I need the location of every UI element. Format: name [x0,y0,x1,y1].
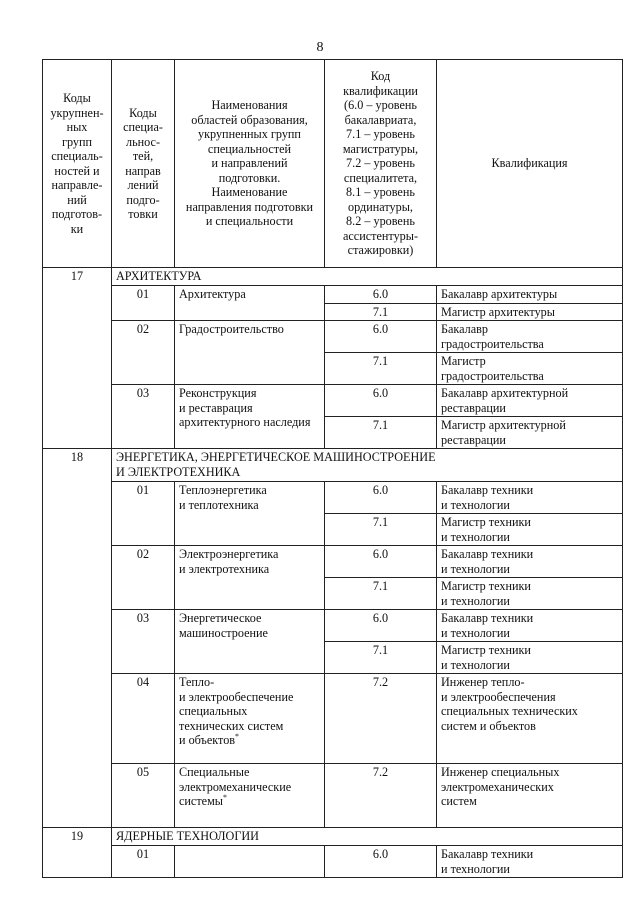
text-line: Энергетическое [179,611,262,625]
text-line: электромеханические [179,779,292,794]
text-line: специальных технических [441,704,578,718]
specialty-name [175,385,325,449]
text-line: (6.0 – уровень [344,98,417,113]
qualification-name [437,321,623,353]
text-line: Архитектура [179,287,246,301]
group-code: 17 [43,268,112,449]
text-line: ностей и [54,163,100,178]
text-line: магистратуры, [342,141,419,156]
qualification-name [437,578,623,610]
text-line: специаль- [51,149,103,163]
specialty-code: 03 [112,385,175,449]
specialty-name [175,764,325,828]
qualification-name [437,846,623,878]
qualification-level: 6.0 [325,286,437,304]
text-line: направ [125,163,161,178]
text-line: льнос- [125,134,161,149]
qualification-level: 7.2 [325,674,437,764]
text-line: системы* [179,792,227,808]
qualification-name [437,417,623,449]
text-line: специа- [123,120,163,134]
text-line: Магистр архитектуры [441,304,555,319]
text-line: Магистр [441,354,486,368]
qualification-level: 7.1 [325,417,437,449]
text-line: Тепло- [179,675,215,689]
text-line: групп [61,134,93,149]
text-line: и направлений [211,156,288,171]
footnote-mark: * [235,731,240,741]
text-line: Наименование [211,185,288,200]
text-line: архитектурного наследия [179,415,311,429]
text-line: Код [370,69,391,84]
qualification-name [437,303,623,321]
qualification-level: 7.1 [325,353,437,385]
group-title [112,449,623,482]
text-line: Бакалавр архитектурной [441,386,569,400]
text-line: машиностроение [179,625,268,640]
header-specialty-codes [112,60,175,268]
specialty-code: 01 [112,846,175,878]
table-row [43,385,623,417]
text-line: подго- [126,192,160,207]
text-line: технических систем [179,718,284,733]
text-line: Коды [63,91,91,105]
text-line: Бакалавр техники [441,847,534,861]
qualification-name [437,546,623,578]
text-line: специальностей [207,141,292,156]
qualification-name [437,385,623,417]
qualification-level: 6.0 [325,321,437,353]
text-line: подготов- [51,207,103,221]
text-line: ки [70,221,84,236]
group-row [43,828,623,846]
text-line: лений [127,178,159,192]
specialty-code: 04 [112,674,175,764]
group-title [112,268,623,286]
text-line: 7.2 – уровень [346,156,415,171]
qualification-name [437,482,623,514]
text-line: и технологии [441,657,510,672]
qualification-level: 7.1 [325,642,437,674]
group-row [43,268,623,286]
text-line: и электрообеспечение [179,689,294,704]
text-line: ординатуры, [348,199,413,214]
text-line: Бакалавр архитектуры [441,287,558,301]
qualification-level: 7.1 [325,303,437,321]
text-line: бакалавриата, [344,112,417,127]
header-names [175,60,325,268]
text-line: Инженер тепло- [441,675,525,689]
specialty-name [175,482,325,546]
text-line: и технологии [441,497,510,512]
text-line: и технологии [441,625,510,640]
group-code: 18 [43,449,112,828]
qualification-name [437,286,623,304]
qualification-table [42,59,623,878]
text-line: Магистр техники [441,643,531,657]
qualification-level: 6.0 [325,482,437,514]
specialty-code: 02 [112,546,175,610]
table-row [43,674,623,764]
table-row [43,321,623,353]
text-line: Бакалавр техники [441,611,534,625]
text-line: направле- [51,178,103,192]
text-line: ЭНЕРГЕТИКА, ЭНЕРГЕТИЧЕСКОЕ МАШИНОСТРОЕНИЕ [116,450,436,464]
specialty-name [175,846,325,878]
text-line: квалификации [343,83,418,98]
specialty-code: 02 [112,321,175,385]
text-line: Магистр архитектурной [441,418,566,432]
table-header-row [43,60,623,268]
specialty-code: 03 [112,610,175,674]
qualification-level: 6.0 [325,846,437,878]
text-line: направления подготовки [185,199,314,214]
text-line: 8.2 – уровень [346,214,415,229]
footnote-mark: * [222,792,227,802]
group-code: 19 [43,828,112,878]
text-line: и реставрация [179,400,253,415]
text-line: и объектов* [179,731,240,747]
text-line: и технологии [441,561,510,576]
qualification-level: 6.0 [325,610,437,642]
qualification-name [437,610,623,642]
group-title [112,828,623,846]
text-line: подготовки. [218,170,281,185]
text-line: ассистентуры- [342,228,419,243]
qualification-name [437,674,623,764]
specialty-name [175,286,325,321]
table-row [43,546,623,578]
qualification-name [437,353,623,385]
text-line: специалитета, [343,170,418,185]
text-line: градостроительства [441,336,544,351]
text-line: укрупнен- [50,105,104,120]
specialty-code: 01 [112,482,175,546]
header-group-codes [43,60,112,268]
qualification-level: 6.0 [325,385,437,417]
header-qualification-code [325,60,437,268]
text-line: Бакалавр техники [441,547,534,561]
specialty-code: 01 [112,286,175,321]
text-line: систем [441,794,477,808]
text-line: Реконструкция [179,386,257,400]
text-line: Инженер специальных [441,765,560,779]
text-line: Магистр техники [441,579,531,593]
qualification-name [437,642,623,674]
text-line: и технологии [441,593,510,608]
table-row [43,610,623,642]
qualification-level: 7.2 [325,764,437,828]
qualification-name [437,514,623,546]
text-line: стажировки) [347,243,414,258]
text-line: ний [67,192,87,207]
text-line: реставрации [441,432,506,447]
text-line: специальных [179,704,248,718]
text-line: электромеханических [441,779,554,794]
table-row [43,846,623,878]
group-row [43,449,623,482]
text-line: 7.1 – уровень [346,127,415,142]
text-line: 8.1 – уровень [346,185,415,200]
text-line: Бакалавр [441,322,489,336]
text-line: и электрообеспечения [441,689,556,704]
text-line: Градостроительство [179,322,284,336]
qualification-level: 6.0 [325,546,437,578]
text-line: ных [66,120,88,134]
specialty-name [175,321,325,385]
text-line: областей образования, [191,112,308,127]
text-line: и специальности [205,214,294,229]
page-number: 8 [316,40,324,55]
text-line: укрупненных групп [198,127,301,142]
text-line: и электротехника [179,561,270,576]
table-body [43,268,623,878]
text-line: и теплотехника [179,497,259,512]
header-qualification [437,60,623,268]
text-line: Коды [129,105,157,120]
specialty-name [175,674,325,764]
text-line: АРХИТЕКТУРА [116,269,202,283]
text-line: товки [128,207,158,221]
text-line: и технологии [441,529,510,544]
qualification-level: 7.1 [325,514,437,546]
table-row [43,764,623,828]
specialty-name [175,610,325,674]
text-line: градостроительства [441,368,544,383]
text-line: реставрации [441,400,506,415]
specialty-code: 05 [112,764,175,828]
text-line: и технологии [441,861,510,876]
qualification-name [437,764,623,828]
text-line: тей, [132,149,154,163]
text-line: Электроэнергетика [179,547,279,561]
table-row [43,286,623,304]
qualification-level: 7.1 [325,578,437,610]
text-line: Квалификация [491,156,568,171]
text-line: систем и объектов [441,718,536,733]
text-line: Наименования [211,98,288,113]
text-line: И ЭЛЕКТРОТЕХНИКА [116,464,241,479]
text-line: ЯДЕРНЫЕ ТЕХНОЛОГИИ [116,829,259,843]
text-line: Магистр техники [441,515,531,529]
specialty-name [175,546,325,610]
text-line: Бакалавр техники [441,483,534,497]
table-row [43,482,623,514]
text-line: Теплоэнергетика [179,483,267,497]
text-line: Специальные [179,765,250,779]
